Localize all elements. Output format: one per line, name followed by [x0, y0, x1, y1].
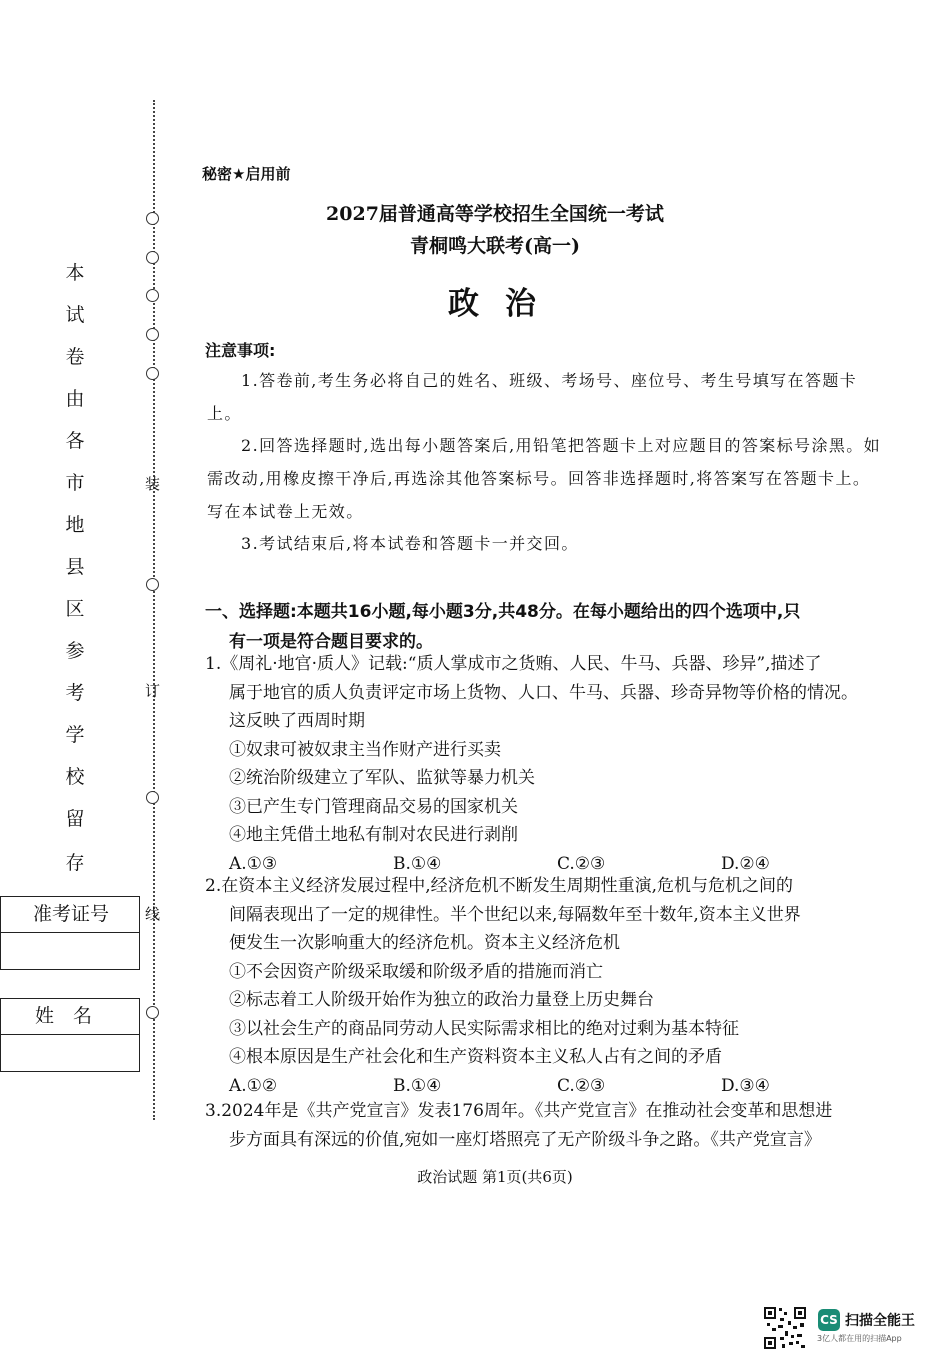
statement-option: ④地主凭借土地私有制对农民进行剥削 [229, 825, 518, 845]
vertical-char: 市 [65, 472, 85, 494]
binding-hole [146, 791, 159, 804]
vertical-char: 参 [65, 640, 85, 662]
camscanner-tagline: 3亿人都在用的扫描App [817, 1334, 902, 1343]
vertical-char: 卷 [65, 346, 85, 368]
vertical-char: 由 [65, 388, 85, 410]
question-stem-line: 便发生一次影响重大的经济危机。资本主义经济危机 [229, 933, 620, 953]
choice-c: C.②③ [557, 1075, 606, 1096]
question-1 [205, 650, 895, 878]
notice-item: 3.考试结束后,将本试卷和答题卡一并交回。 [241, 534, 579, 553]
vertical-char: 考 [65, 682, 85, 704]
choice-b: B.①④ [393, 1075, 442, 1096]
camscanner-brand: 扫描全能王 [845, 1313, 915, 1329]
binding-mark-ding: 订 [145, 682, 161, 700]
page-footer: 政治试题 第1页(共6页) [417, 1168, 573, 1186]
notice-item: 1.答卷前,考生务必将自己的姓名、班级、考场号、座位号、考生号填写在答题卡上。 [207, 371, 858, 423]
notice-item: 2.回答选择题时,选出每小题答案后,用铅笔把答题卡上对应题目的答案标号涂黑。如需改动,用橡皮擦干净后,再选涂其他答案标号。回答非选择题时,将答案写在答题卡上。写在本试卷上无效。 [207, 436, 882, 521]
binding-hole [146, 578, 159, 591]
exam-title: 2027届普通高等学校招生全国统一考试 [326, 203, 664, 225]
statement-option: ④根本原因是生产社会化和生产资料资本主义私人占有之间的矛盾 [229, 1047, 722, 1067]
vertical-char: 本 [65, 262, 85, 284]
answer-choices [205, 1072, 895, 1101]
question-stem-line: 1.《周礼·地官·质人》记载:“质人掌成市之货贿、人民、牛马、兵器、珍异”,描述了 [205, 654, 822, 674]
question-stem-line: 步方面具有深远的价值,宛如一座灯塔照亮了无产阶级斗争之路。《共产党宣言》 [229, 1129, 821, 1150]
binding-mark-xian: 线 [145, 905, 161, 923]
camscanner-logo: CS [818, 1309, 840, 1331]
binding-hole [146, 367, 159, 380]
vertical-char: 各 [65, 430, 85, 452]
statement-option: ②标志着工人阶级开始作为独立的政治力量登上历史舞台 [229, 990, 654, 1010]
statement-option: ③以社会生产的商品同劳动人民实际需求相比的绝对过剩为基本特征 [229, 1018, 739, 1039]
question-stem-line: 属于地官的质人负责评定市场上货物、人口、牛马、兵器、珍奇异物等价格的情况。 [229, 682, 858, 703]
vertical-char: 区 [65, 598, 85, 620]
vertical-char: 县 [65, 556, 85, 578]
binding-hole [146, 1006, 159, 1019]
choice-c: C.②③ [557, 853, 606, 874]
question-2 [205, 872, 895, 1100]
choice-b: B.①④ [393, 853, 442, 874]
vertical-char: 存 [65, 852, 85, 874]
choice-d: D.③④ [721, 1075, 770, 1096]
exam-id-label: 准考证号 [1, 897, 139, 933]
statement-option: ①奴隶可被奴隶主当作财产进行买卖 [229, 739, 501, 760]
choice-a: A.①② [229, 1075, 278, 1096]
statement-option: ③已产生专门管理商品交易的国家机关 [229, 796, 518, 817]
notice-heading: 注意事项: [205, 341, 276, 360]
name-label: 姓 名 [1, 999, 139, 1035]
section-heading-line: 有一项是符合题目要求的。 [229, 632, 433, 652]
vertical-char: 学 [65, 724, 85, 746]
exam-subtitle: 青桐鸣大联考(高一) [410, 235, 580, 257]
vertical-char: 校 [65, 766, 85, 788]
binding-mark-zhuang: 装 [145, 475, 161, 493]
statement-option: ②统治阶级建立了军队、监狱等暴力机关 [229, 768, 535, 788]
question-stem-line: 3.2024年是《共产党宣言》发表176周年。《共产党宣言》在推动社会变革和思想进 [205, 1101, 833, 1121]
section-heading [205, 597, 895, 657]
name-box [0, 998, 140, 1072]
qr-code-icon [763, 1306, 807, 1350]
question-stem-line: 间隔表现出了一定的规律性。半个世纪以来,每隔数年至十数年,资本主义世界 [229, 904, 801, 925]
choice-d: D.②④ [721, 853, 770, 874]
confidential-mark: 秘密★启用前 [202, 165, 291, 183]
question-stem-line: 这反映了西周时期 [229, 711, 365, 731]
question-stem-line: 2.在资本主义经济发展过程中,经济危机不断发生周期性重演,危机与危机之间的 [205, 876, 794, 896]
section-heading-line: 一、选择题:本题共16小题,每小题3分,共48分。在每小题给出的四个选项中,只 [205, 602, 801, 622]
vertical-char: 留 [65, 808, 85, 830]
vertical-char: 试 [65, 304, 85, 326]
statement-option: ①不会因资产阶级采取缓和阶级矛盾的措施而消亡 [229, 961, 603, 982]
subject-title: 政治 [448, 286, 562, 322]
exam-id-box [0, 896, 140, 970]
question-3 [205, 1097, 895, 1154]
choice-a: A.①③ [229, 853, 278, 874]
binding-hole [146, 328, 159, 341]
vertical-char: 地 [65, 514, 85, 536]
